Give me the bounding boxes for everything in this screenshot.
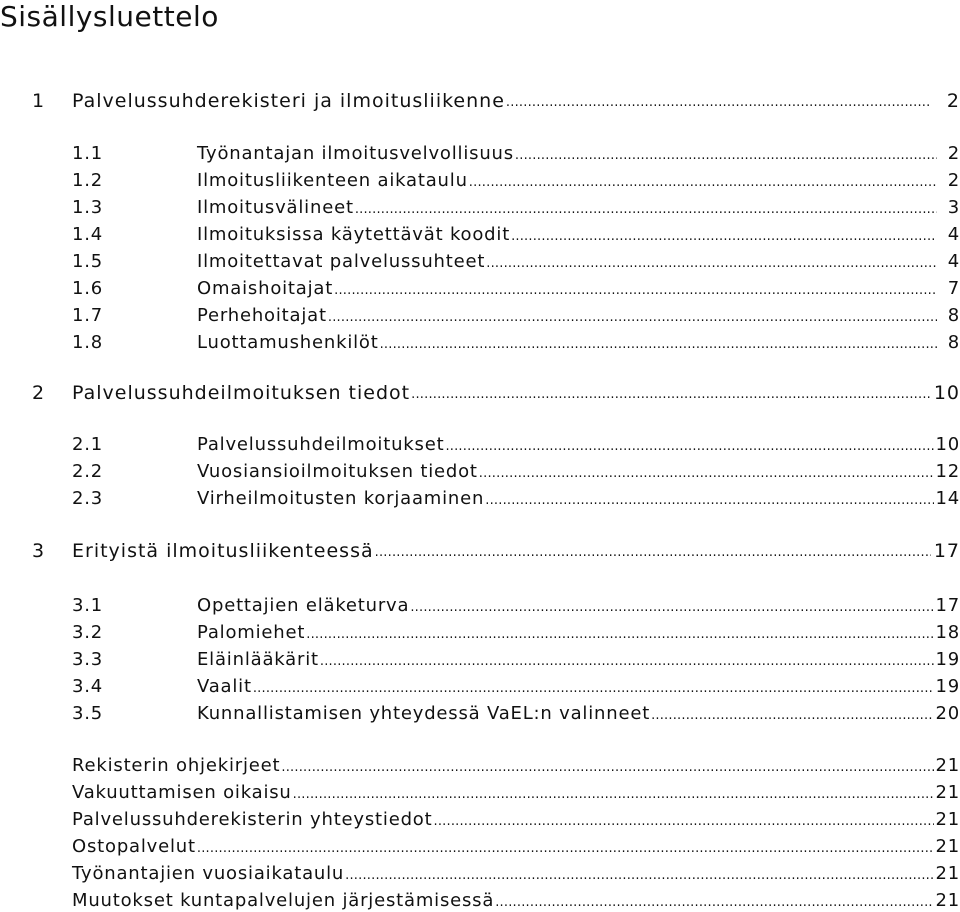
toc-entry[interactable]	[72, 170, 960, 192]
toc-entry-page-number: 4	[947, 251, 960, 272]
toc-entry-page-number: 19	[935, 676, 960, 697]
toc-entry-label: Palvelussuhdeilmoitukset	[197, 434, 445, 455]
toc-entry-label: Vakuuttamisen oikaisu	[72, 782, 292, 803]
toc-entry-label: Opettajien eläketurva	[197, 595, 410, 616]
toc-entry-number: 1.7	[72, 305, 104, 326]
toc-entry[interactable]	[32, 382, 960, 404]
toc-entry-number: 1.5	[72, 251, 104, 272]
toc-entry-page-number: 2	[946, 90, 960, 112]
toc-entry-label: Palvelussuhdeilmoituksen tiedot	[72, 382, 411, 404]
toc-entry[interactable]	[72, 836, 960, 858]
toc-entry-label: Omaishoitajat	[197, 278, 334, 299]
toc-entry[interactable]	[72, 224, 960, 246]
toc-entry[interactable]	[72, 703, 960, 725]
toc-entry[interactable]	[72, 809, 960, 831]
toc-entry[interactable]	[72, 143, 960, 165]
toc-entry-page-number: 21	[935, 863, 960, 884]
dot-leader	[328, 309, 937, 327]
toc-entry[interactable]	[72, 251, 960, 273]
dot-leader	[445, 438, 934, 456]
toc-entry-page-number: 8	[947, 305, 960, 326]
toc-entry-page-number: 21	[935, 782, 960, 803]
toc-entry-number: 2	[32, 382, 46, 404]
toc-entry-page-number: 12	[935, 461, 960, 482]
dot-leader	[410, 599, 934, 617]
dot-leader	[380, 336, 937, 354]
toc-entry-page-number: 2	[947, 143, 960, 164]
toc-entry-label: Vaalit	[197, 676, 252, 697]
toc-entry-number: 2.2	[72, 461, 104, 482]
dot-leader	[345, 867, 934, 885]
toc-entry-label: Muutokset kuntapalvelujen järjestämisessä	[72, 890, 495, 911]
toc-entry-page-number: 7	[947, 278, 960, 299]
dot-leader	[506, 94, 931, 112]
toc-entry[interactable]	[72, 890, 960, 912]
toc-entry-number: 1.6	[72, 278, 104, 299]
toc-entry-number: 3.2	[72, 622, 104, 643]
toc-entry-page-number: 21	[935, 755, 960, 776]
toc-entry[interactable]	[72, 305, 960, 327]
toc-entry[interactable]	[32, 540, 960, 562]
toc-entry-page-number: 8	[947, 332, 960, 353]
dot-leader	[495, 894, 934, 912]
dot-leader	[433, 813, 934, 831]
toc-entry-page-number: 10	[933, 382, 960, 404]
toc-entry[interactable]	[72, 676, 960, 698]
toc-entry-page-number: 17	[933, 540, 960, 562]
toc-entry-page-number: 21	[935, 836, 960, 857]
toc-entry-label: Ilmoitettavat palvelussuhteet	[197, 251, 486, 272]
toc-entry-page-number: 19	[935, 649, 960, 670]
toc-entry-label: Ilmoitusvälineet	[197, 197, 354, 218]
dot-leader	[479, 465, 935, 483]
toc-entry[interactable]	[72, 755, 960, 777]
dot-leader	[469, 174, 937, 192]
toc-entry-label: Virheilmoitusten korjaaminen	[197, 488, 485, 509]
toc-entry-label: Palomiehet	[197, 622, 306, 643]
dot-leader	[320, 653, 935, 671]
dot-leader	[197, 840, 935, 858]
toc-entry[interactable]	[32, 90, 960, 112]
toc-entry-number: 3.1	[72, 595, 104, 616]
toc-entry-label: Perhehoitajat	[197, 305, 327, 326]
toc-entry-label: Työnantajan ilmoitusvelvollisuus	[197, 143, 514, 164]
toc-entry[interactable]	[72, 488, 960, 510]
toc-entry-label: Palvelussuhderekisteri ja ilmoitusliikenne	[72, 90, 505, 112]
toc-entry-number: 1.8	[72, 332, 104, 353]
dot-leader	[411, 386, 931, 404]
toc-entry-label: Työnantajien vuosiaikataulu	[72, 863, 345, 884]
toc-entry-page-number: 17	[935, 595, 960, 616]
dot-leader	[293, 786, 935, 804]
toc-entry-label: Ostopalvelut	[72, 836, 196, 857]
toc-entry-number: 1.4	[72, 224, 104, 245]
toc-entry-page-number: 2	[947, 170, 960, 191]
toc-entry-number: 2.3	[72, 488, 104, 509]
toc-entry[interactable]	[72, 649, 960, 671]
toc-entry-number: 2.1	[72, 434, 104, 455]
toc-entry-label: Kunnallistamisen yhteydessä VaEL:n valinneet	[197, 703, 651, 724]
toc-entry[interactable]	[72, 197, 960, 219]
toc-entry-page-number: 4	[947, 224, 960, 245]
toc-entry-label: Ilmoituksissa käytettävät koodit	[197, 224, 511, 245]
toc-entry-page-number: 18	[935, 622, 960, 643]
toc-entry-number: 3	[32, 540, 46, 562]
toc-entry-page-number: 10	[935, 434, 960, 455]
toc-entry[interactable]	[72, 782, 960, 804]
toc-entry-page-number: 20	[935, 703, 960, 724]
toc-entry[interactable]	[72, 434, 960, 456]
page-title: Sisällysluettelo	[0, 0, 219, 33]
dot-leader	[334, 282, 937, 300]
toc-entry[interactable]	[72, 332, 960, 354]
toc-entry-number: 3.4	[72, 676, 104, 697]
toc-entry[interactable]	[72, 622, 960, 644]
dot-leader	[355, 201, 937, 219]
toc-entry[interactable]	[72, 863, 960, 885]
toc-entry-number: 3.3	[72, 649, 104, 670]
toc-entry-page-number: 3	[947, 197, 960, 218]
toc-entry-page-number: 14	[935, 488, 960, 509]
dot-leader	[485, 492, 934, 510]
toc-entry-number: 1	[32, 90, 46, 112]
toc-entry-number: 1.1	[72, 143, 104, 164]
toc-entry-label: Rekisterin ohjekirjeet	[72, 755, 281, 776]
dot-leader	[281, 759, 934, 777]
toc-entry-page-number: 21	[935, 890, 960, 911]
toc-entry-number: 1.3	[72, 197, 104, 218]
toc-entry-label: Vuosiansioilmoituksen tiedot	[197, 461, 478, 482]
dot-leader	[375, 544, 931, 562]
dot-leader	[515, 147, 937, 165]
toc-entry[interactable]	[72, 278, 960, 300]
toc-entry-label: Luottamushenkilöt	[197, 332, 379, 353]
dot-leader	[486, 255, 937, 273]
toc-entry[interactable]	[72, 461, 960, 483]
toc-entry-number: 1.2	[72, 170, 104, 191]
toc-entry-label: Eläinlääkärit	[197, 649, 319, 670]
toc-entry[interactable]	[72, 595, 960, 617]
toc-entry-label: Palvelussuhderekisterin yhteystiedot	[72, 809, 433, 830]
dot-leader	[306, 626, 934, 644]
toc-entry-number: 3.5	[72, 703, 104, 724]
dot-leader	[651, 707, 934, 725]
dot-leader	[511, 228, 937, 246]
dot-leader	[253, 680, 935, 698]
toc-entry-label: Erityistä ilmoitusliikenteessä	[72, 540, 374, 562]
toc-entry-page-number: 21	[935, 809, 960, 830]
toc-entry-label: Ilmoitusliikenteen aikataulu	[197, 170, 468, 191]
